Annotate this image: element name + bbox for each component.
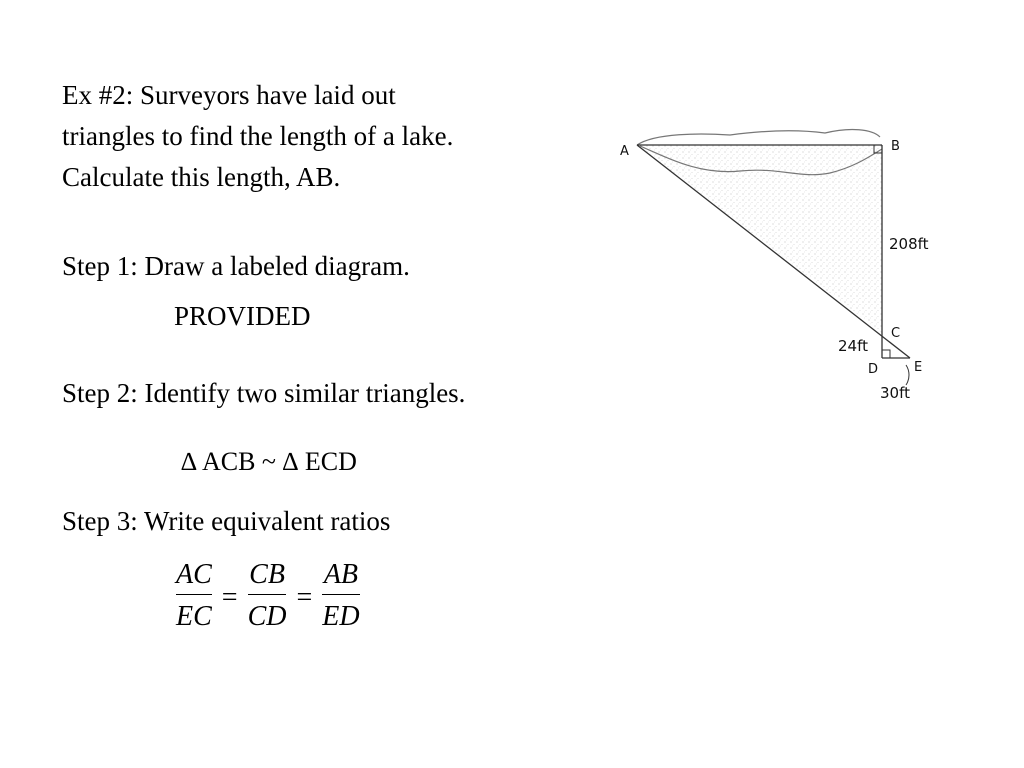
ratio-numerator: CB (249, 559, 285, 590)
problem-line-1: Ex #2: Surveyors have laid out (62, 80, 396, 110)
problem-line-2: triangles to find the length of a lake. (62, 121, 454, 151)
problem-statement (62, 79, 453, 202)
ratio-cb-cd (242, 556, 293, 639)
measure-cb: 208ft (889, 235, 929, 253)
ratio-ac-ec (170, 556, 218, 639)
similar-triangles-statement: ∆ ACB ~ ∆ ECD (181, 447, 357, 476)
lake-shoreline-top (637, 130, 880, 145)
brace-de (906, 365, 909, 385)
ratio-denominator: CD (247, 601, 287, 632)
right-angle-d (882, 350, 890, 358)
step-1-label: Step 1: Draw a labeled diagram. (62, 251, 410, 281)
lake-diagram (610, 115, 980, 415)
point-label-e: E (914, 360, 923, 375)
equivalent-ratios (170, 556, 366, 639)
ratio-numerator: AC (176, 559, 212, 590)
ratio-denominator: ED (322, 601, 360, 632)
step-1-answer: PROVIDED (174, 301, 311, 331)
point-label-b: B (891, 139, 900, 154)
ratio-denominator: EC (176, 601, 212, 632)
problem-line-3: Calculate this length, AB. (62, 162, 341, 192)
point-label-c: C (891, 326, 901, 341)
step-3-label: Step 3: Write equivalent ratios (62, 506, 391, 536)
equals-sign: = (296, 581, 313, 613)
measure-cd: 24ft (838, 337, 868, 355)
ratio-numerator: AB (323, 559, 359, 590)
point-label-a: A (620, 144, 629, 159)
measure-de: 30ft (880, 384, 910, 402)
point-label-d: D (868, 362, 879, 377)
step-2-label: Step 2: Identify two similar triangles. (62, 378, 466, 408)
ratio-ab-ed (316, 556, 365, 639)
equals-sign: = (221, 581, 238, 613)
